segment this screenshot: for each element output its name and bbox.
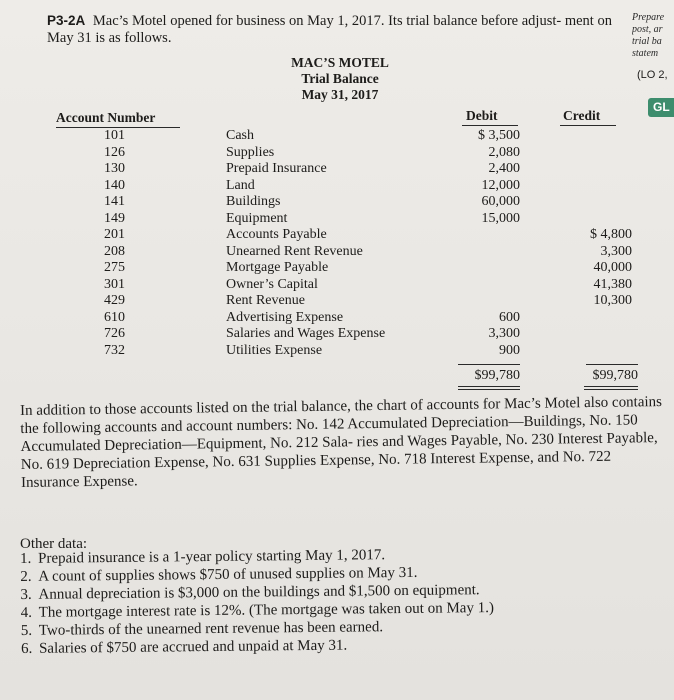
item-text: Annual depreciation is $3,000 on the buildings and $1,500 on equipment. xyxy=(38,582,480,603)
table-row xyxy=(0,128,674,144)
table-row xyxy=(0,178,674,194)
learning-objective: (LO 2, xyxy=(637,69,668,81)
problem-text: Mac’s Motel opened for business on May 1, 2017. Its trial balance before adjust- ment on May 31 is as follows. xyxy=(47,13,612,46)
account-number: 126 xyxy=(104,144,125,160)
account-number: 140 xyxy=(104,177,125,193)
table-row xyxy=(0,326,674,342)
account-number: 732 xyxy=(104,342,125,358)
item-text: Two-thirds of the unearned rent revenue has been earned. xyxy=(38,619,384,639)
margin-note xyxy=(632,12,674,60)
item-number: 1. xyxy=(20,550,32,567)
debit-amount: 600 xyxy=(499,309,520,325)
credit-header: Credit xyxy=(563,108,601,123)
account-number: 141 xyxy=(104,194,125,209)
account-name: Salaries and Wages Expense xyxy=(226,326,386,341)
account-name: Equipment xyxy=(226,210,288,226)
account-name: Advertising Expense xyxy=(226,309,344,325)
item-text: Salaries of $750 are accrued and unpaid at May 31. xyxy=(38,637,348,657)
item-number: 3. xyxy=(20,586,32,603)
account-number: 301 xyxy=(104,276,125,292)
table-row xyxy=(0,211,674,227)
account-name: Accounts Payable xyxy=(226,227,327,242)
credit-amount: 10,300 xyxy=(593,293,632,308)
item-text: The mortgage interest rate is 12%. (The mortgage was taken out on May 1.) xyxy=(38,600,494,621)
account-number-header: Account Number xyxy=(56,110,156,125)
account-number: 201 xyxy=(104,227,125,242)
table-row xyxy=(0,145,674,161)
item-number: 5. xyxy=(20,622,33,639)
item-text: A count of supplies shows $750 of unused supplies on May 31. xyxy=(38,564,418,585)
total-rule-credit xyxy=(586,364,638,365)
debit-header: Debit xyxy=(466,108,498,123)
account-number: 726 xyxy=(104,326,125,341)
trial-balance-title xyxy=(240,55,440,103)
account-number: 610 xyxy=(104,309,125,325)
debit-amount: 900 xyxy=(499,342,520,358)
account-number: 149 xyxy=(104,210,125,226)
header-underline xyxy=(462,125,518,126)
table-row xyxy=(0,161,674,177)
account-number: 429 xyxy=(104,293,125,308)
margin-note-line: trial ba xyxy=(632,36,662,47)
double-rule-credit xyxy=(584,389,638,390)
double-rule-debit xyxy=(458,386,520,387)
account-name: Utilities Expense xyxy=(226,342,323,358)
credit-amount: $ 4,800 xyxy=(590,227,632,242)
debit-amount: 2,400 xyxy=(488,161,520,176)
account-number: 101 xyxy=(104,128,125,143)
margin-note-line: post, ar xyxy=(632,24,663,35)
item-text: Prepaid insurance is a 1-year policy starting May 1, 2017. xyxy=(38,547,386,567)
debit-amount: 60,000 xyxy=(481,194,520,209)
account-name: Cash xyxy=(226,128,254,143)
total-rule-debit xyxy=(458,364,520,365)
account-name: Unearned Rent Revenue xyxy=(226,243,363,259)
table-row xyxy=(0,260,674,276)
account-name: Rent Revenue xyxy=(226,293,305,308)
table-row xyxy=(0,293,674,309)
debit-amount: 15,000 xyxy=(481,210,520,226)
problem-intro xyxy=(47,12,622,47)
other-data-list xyxy=(20,543,661,658)
item-number: 2. xyxy=(20,568,32,585)
other-data-heading: Other data: xyxy=(20,536,88,552)
account-number: 130 xyxy=(104,161,125,176)
account-name: Buildings xyxy=(226,194,281,209)
gl-badge: GL xyxy=(648,98,674,117)
credit-amount: 41,380 xyxy=(593,276,632,292)
header-underline xyxy=(560,125,616,126)
account-name: Prepaid Insurance xyxy=(226,161,327,176)
company-name: MAC’S MOTEL xyxy=(291,55,389,70)
account-number: 275 xyxy=(104,260,125,275)
account-name: Owner’s Capital xyxy=(226,276,318,292)
credit-amount: 40,000 xyxy=(593,260,632,275)
statement-date: May 31, 2017 xyxy=(301,87,379,102)
debit-amount: $ 3,500 xyxy=(478,128,520,143)
total-debit: $99,780 xyxy=(474,368,520,383)
credit-amount: 3,300 xyxy=(600,243,632,259)
double-rule-debit xyxy=(458,389,520,390)
chart-of-accounts-paragraph: In addition to those accounts listed on the trial balance, the chart of accounts for Mac’s Motel also contains the following accounts and account numbers: No. 142 Accumulated Depreciation—Buildings, No. 150 Accumulated Depreciation—Equipment, No. 212 Sala- ries and Wages Payable, No. 230 Interest Payable, No. 619 Depreciation Expense, No. 631 Supplies Expense, No. 718 Interest Expense, and No. 722 Insurance Expense. xyxy=(20,394,663,491)
item-number: 4. xyxy=(20,604,32,621)
margin-note-line: statem xyxy=(632,48,659,59)
table-row xyxy=(0,343,674,359)
account-name: Mortgage Payable xyxy=(226,260,329,275)
table-row xyxy=(0,277,674,293)
table-row xyxy=(0,194,674,210)
problem-id: P3-2A xyxy=(47,13,86,28)
table-row xyxy=(0,244,674,260)
double-rule-credit xyxy=(584,386,638,387)
table-row xyxy=(0,227,674,243)
item-number: 6. xyxy=(20,640,33,657)
account-name: Supplies xyxy=(226,144,275,160)
account-name: Land xyxy=(226,177,255,193)
statement-name: Trial Balance xyxy=(301,71,379,86)
account-number: 208 xyxy=(104,243,125,259)
debit-amount: 3,300 xyxy=(488,326,520,341)
debit-amount: 2,080 xyxy=(488,144,520,160)
margin-note-line: Prepare xyxy=(632,12,665,23)
debit-amount: 12,000 xyxy=(481,177,520,193)
total-credit: $99,780 xyxy=(592,368,638,383)
table-row xyxy=(0,310,674,326)
